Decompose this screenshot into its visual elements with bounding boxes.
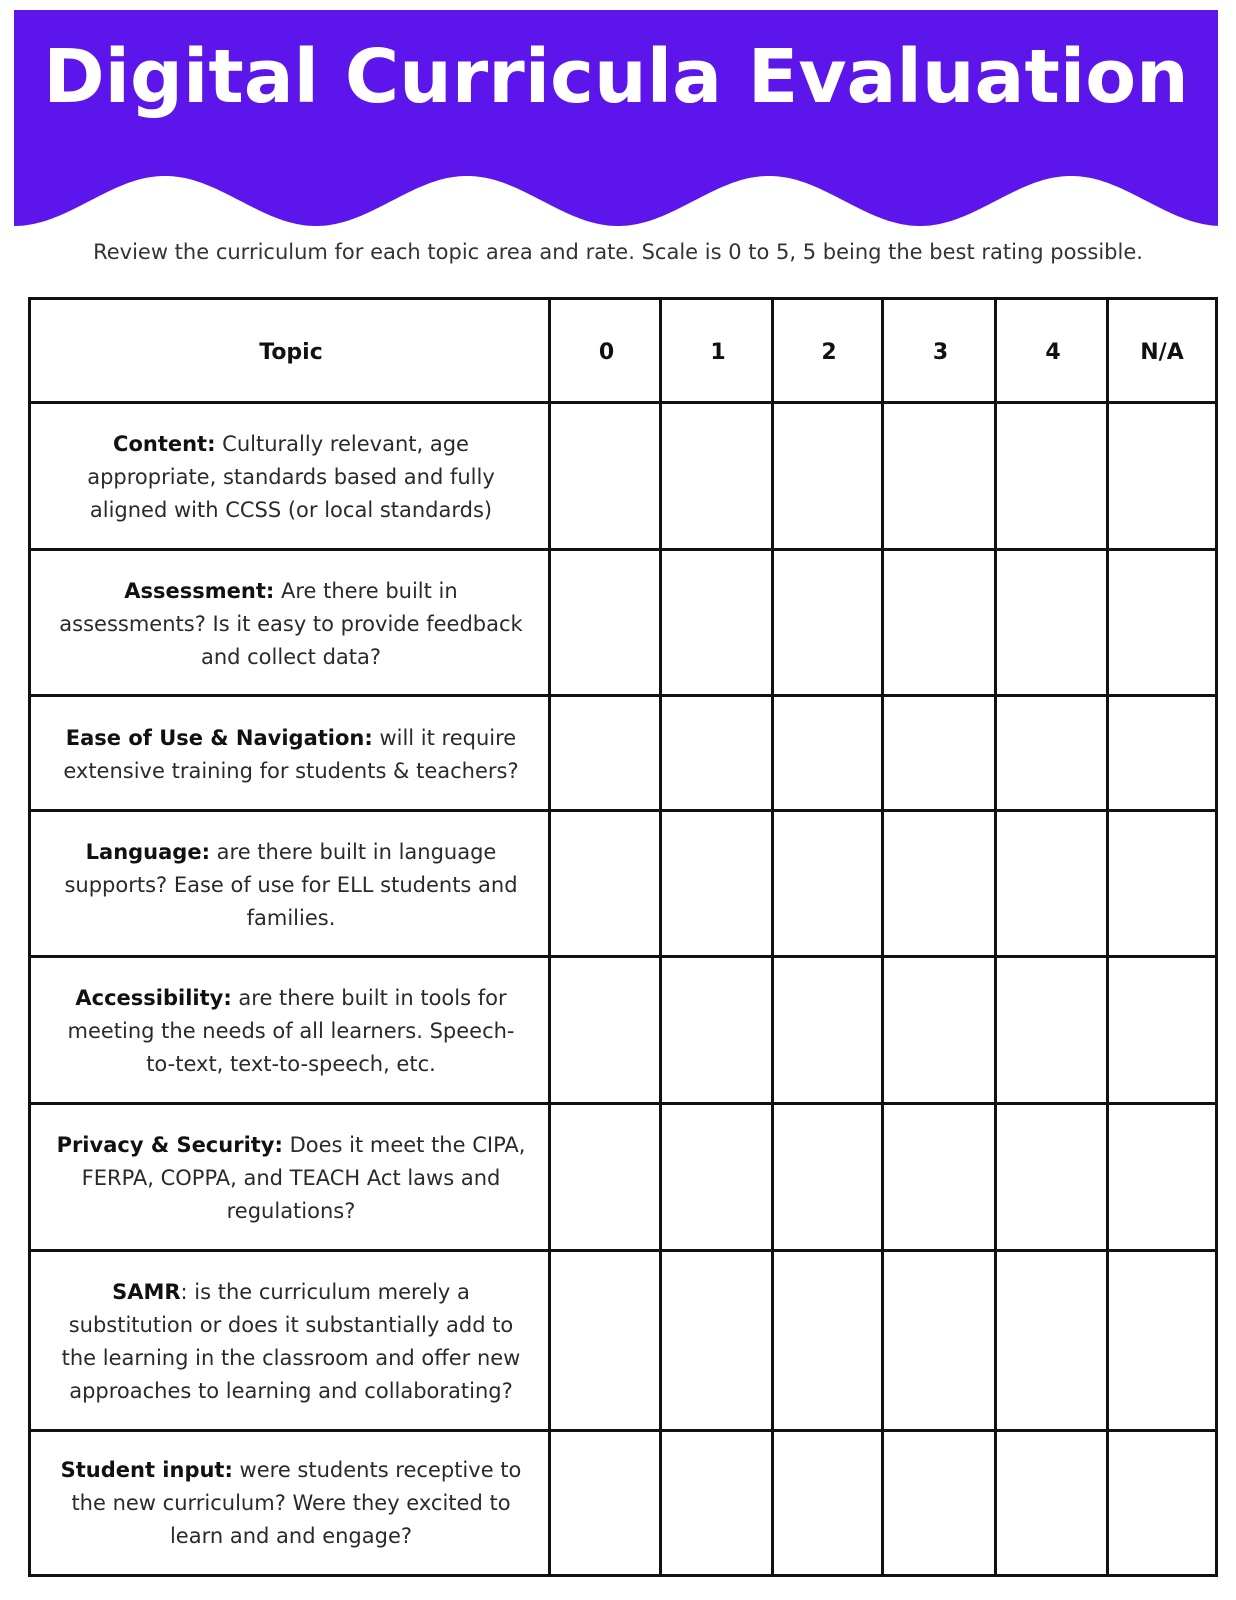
topic-description-line: Are there built in (274, 578, 458, 603)
rating-cell-3[interactable] (881, 1429, 997, 1577)
rating-cell-4[interactable] (994, 694, 1109, 812)
rating-cell-3[interactable] (881, 955, 997, 1105)
topic-label: Content: (113, 432, 216, 456)
column-header-rating-4 (994, 297, 1109, 404)
topic-description (55, 722, 526, 788)
topic-label: Student input: (60, 1457, 233, 1482)
page-title: Digital Curricula Evaluation (43, 34, 1189, 120)
rating-cell-na[interactable] (1106, 809, 1218, 958)
topic-description-line: substitution or does it substantially add to (68, 1313, 514, 1337)
topic-description-line: supports? Ease of use for ELL students and (64, 872, 518, 897)
column-header-label: 4 (1045, 339, 1061, 365)
rating-cell-4[interactable] (994, 548, 1109, 697)
topic-label: Accessibility: (75, 986, 232, 1010)
column-header-rating-1 (659, 297, 774, 404)
topic-label: Language: (85, 839, 210, 864)
column-header-rating-3 (881, 297, 997, 404)
topic-cell (28, 809, 551, 958)
rating-cell-1[interactable] (659, 809, 774, 958)
rating-cell-3[interactable] (881, 694, 997, 812)
instructions-text: Review the curriculum for each topic area and rate. Scale is 0 to 5, 5 being the best rating possible. (93, 240, 1143, 264)
topic-description-line: Does it meet the CIPA, (282, 1133, 526, 1157)
rating-cell-4[interactable] (994, 1429, 1109, 1577)
column-header-label: N/A (1140, 339, 1184, 365)
column-header-topic (28, 297, 551, 404)
rating-cell-2[interactable] (771, 548, 884, 697)
rating-cell-na[interactable] (1106, 1102, 1218, 1252)
topic-description-line: approaches to learning and collaborating? (69, 1379, 513, 1403)
rating-cell-2[interactable] (771, 1249, 884, 1432)
rating-cell-3[interactable] (881, 548, 997, 697)
rating-cell-2[interactable] (771, 809, 884, 958)
rating-cell-1[interactable] (659, 1429, 774, 1577)
topic-description (49, 1129, 534, 1228)
topic-description (56, 836, 525, 935)
rating-cell-1[interactable] (659, 694, 774, 812)
topic-description-line: learn and and engage? (169, 1523, 413, 1548)
rating-cell-0[interactable] (548, 1102, 662, 1252)
column-header-rating-2 (771, 297, 884, 404)
rating-cell-2[interactable] (771, 1102, 884, 1252)
rating-cell-0[interactable] (548, 955, 662, 1105)
rating-cell-na[interactable] (1106, 955, 1218, 1105)
rating-cell-3[interactable] (881, 401, 997, 551)
topic-label: SAMR (112, 1280, 181, 1304)
topic-label-suffix: : (180, 1280, 188, 1304)
topic-label: Privacy & Security: (56, 1133, 283, 1157)
rating-cell-0[interactable] (548, 809, 662, 958)
rating-cell-4[interactable] (994, 809, 1109, 958)
rating-cell-1[interactable] (659, 955, 774, 1105)
topic-description-line: is the curriculum merely a (187, 1280, 470, 1304)
rating-cell-na[interactable] (1106, 1249, 1218, 1432)
topic-description-line: FERPA, COPPA, and TEACH Act laws and (81, 1166, 501, 1190)
topic-cell (28, 1249, 551, 1432)
rating-cell-3[interactable] (881, 809, 997, 958)
column-header-label: Topic (259, 339, 323, 365)
rating-cell-4[interactable] (994, 1249, 1109, 1432)
topic-label: Ease of Use & Navigation: (65, 725, 373, 750)
rating-cell-4[interactable] (994, 955, 1109, 1105)
topic-cell (28, 401, 551, 551)
rating-cell-na[interactable] (1106, 401, 1218, 551)
topic-description-line: appropriate, standards based and fully (87, 465, 495, 489)
topic-description (79, 428, 503, 527)
rating-cell-na[interactable] (1106, 694, 1218, 812)
rating-cell-2[interactable] (771, 955, 884, 1105)
rating-cell-1[interactable] (659, 1249, 774, 1432)
rating-cell-0[interactable] (548, 694, 662, 812)
topic-description-line: the new curriculum? Were they excited to (71, 1490, 511, 1515)
topic-description-line: and collect data? (200, 644, 382, 669)
topic-cell (28, 548, 551, 697)
topic-description-line: the learning in the classroom and offer new (61, 1346, 521, 1370)
rating-cell-2[interactable] (771, 694, 884, 812)
column-header-label: 1 (710, 339, 726, 365)
topic-description (54, 1276, 529, 1408)
column-header-label: 2 (821, 339, 837, 365)
topic-cell (28, 694, 551, 812)
topic-description-line: to-text, text-to-speech, etc. (146, 1052, 436, 1076)
column-header-rating-0 (548, 297, 662, 404)
rating-cell-0[interactable] (548, 1249, 662, 1432)
rating-cell-na[interactable] (1106, 548, 1218, 697)
rating-cell-2[interactable] (771, 401, 884, 551)
topic-description-line: regulations? (226, 1199, 356, 1223)
column-header-label: 0 (598, 339, 615, 365)
topic-description-line: families. (246, 905, 336, 930)
rating-cell-2[interactable] (771, 1429, 884, 1577)
rating-cell-0[interactable] (548, 548, 662, 697)
topic-description-line: are there built in language (209, 839, 497, 864)
topic-description-line: are there built in tools for (231, 986, 507, 1010)
topic-cell (28, 1429, 551, 1577)
topic-description (59, 982, 522, 1081)
rating-cell-1[interactable] (659, 1102, 774, 1252)
topic-description-line: extensive training for students & teachers? (63, 758, 519, 783)
rating-cell-na[interactable] (1106, 1429, 1218, 1577)
topic-description-line: assessments? Is it easy to provide feedback (59, 611, 523, 636)
topic-description-line: meeting the needs of all learners. Speech- (67, 1019, 515, 1043)
rating-cell-0[interactable] (548, 1429, 662, 1577)
rating-cell-4[interactable] (994, 401, 1109, 551)
topic-description (53, 1454, 530, 1553)
evaluation-table (28, 297, 1218, 1577)
rating-cell-1[interactable] (659, 548, 774, 697)
topic-description-line: were students receptive to (232, 1457, 522, 1482)
topic-description (51, 575, 530, 674)
column-header-rating-na (1106, 297, 1218, 404)
rating-cell-0[interactable] (548, 401, 662, 551)
title-banner (14, 10, 1218, 226)
rating-cell-3[interactable] (881, 1102, 997, 1252)
rating-cell-3[interactable] (881, 1249, 997, 1432)
topic-cell (28, 955, 551, 1105)
topic-description-line: Culturally relevant, age (215, 432, 469, 456)
rating-cell-4[interactable] (994, 1102, 1109, 1252)
column-header-label: 3 (932, 339, 949, 365)
topic-label: Assessment: (124, 578, 275, 603)
topic-description-line: will it require (372, 725, 517, 750)
rating-cell-1[interactable] (659, 401, 774, 551)
topic-description-line: aligned with CCSS (or local standards) (89, 498, 493, 522)
topic-cell (28, 1102, 551, 1252)
